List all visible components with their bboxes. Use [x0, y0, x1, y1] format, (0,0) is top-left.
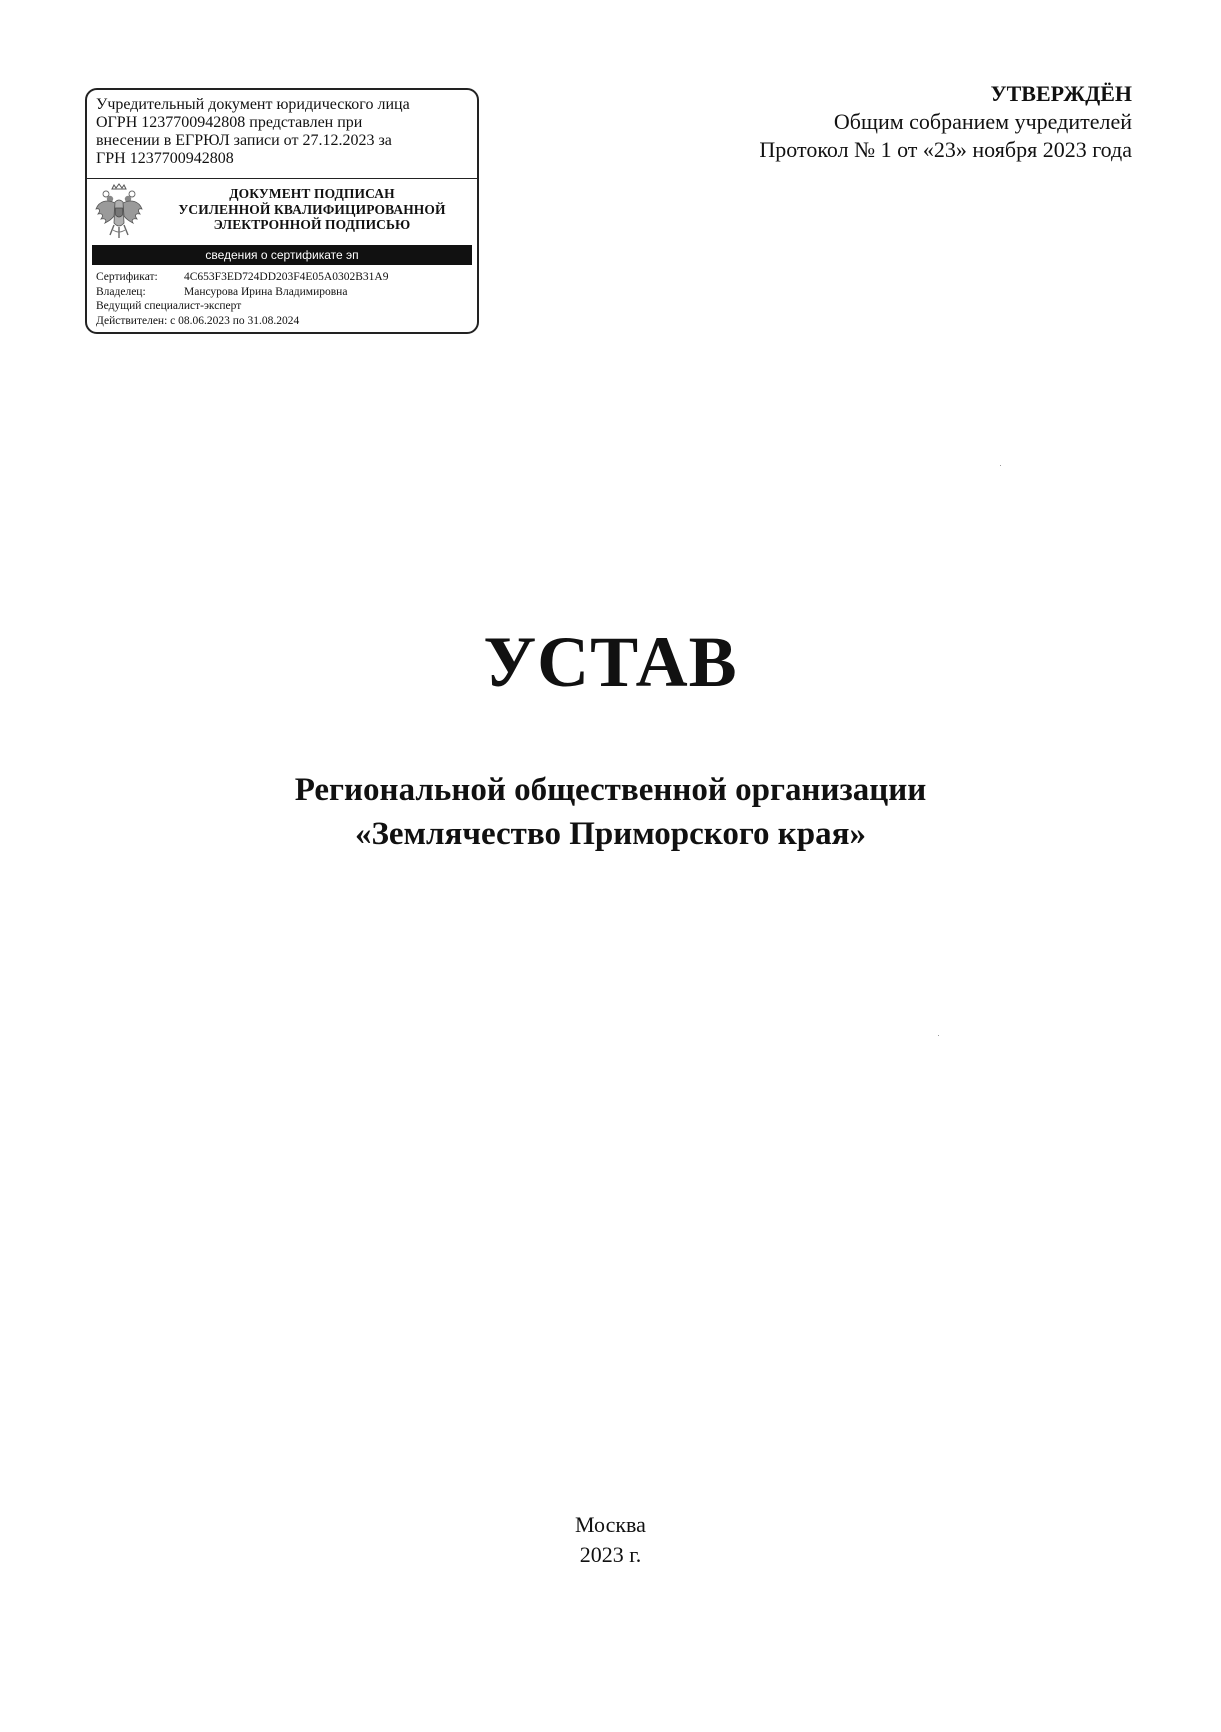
subtitle-line: «Землячество Приморского края»: [354, 816, 867, 852]
validity-label: Действителен:: [96, 314, 168, 327]
document-title: УСТАВ: [483, 622, 738, 702]
approval-body: Общим собранием учредителей: [833, 109, 1132, 134]
footer-city: Москва: [575, 1512, 646, 1537]
certificate-bar: сведения о сертификате эп: [92, 245, 472, 265]
registration-line: Учредительный документ юридического лица: [96, 96, 410, 113]
approval-protocol: Протокол № 1 от «23» ноября 2023 года: [759, 137, 1132, 162]
coat-of-arms-icon: [93, 183, 145, 241]
signature-heading-line: ДОКУМЕНТ ПОДПИСАН: [229, 186, 395, 201]
owner-value: Мансурова Ирина Владимировна: [184, 285, 348, 298]
approval-block: [572, 80, 1132, 164]
validity-value: с 08.06.2023 по 31.08.2024: [170, 314, 300, 327]
footer-year: 2023 г.: [579, 1542, 642, 1567]
registration-line: внесении в ЕГРЮЛ записи от 27.12.2023 за: [96, 132, 392, 149]
owner-label: Владелец:: [96, 285, 146, 298]
signature-heading: [149, 186, 475, 233]
stamp-divider: [87, 178, 477, 179]
owner-position: Ведущий специалист-эксперт: [96, 300, 242, 312]
signature-heading-line: ЭЛЕКТРОННОЙ ПОДПИСЬЮ: [213, 217, 411, 232]
owner-row: [96, 285, 476, 300]
scan-speck: [1000, 465, 1001, 466]
scan-speck: [938, 1035, 939, 1036]
approved-label: УТВЕРЖДЁН: [990, 81, 1132, 106]
registration-stamp: [85, 88, 479, 334]
certificate-row: [96, 270, 476, 285]
registration-line: ОГРН 1237700942808 представлен при: [96, 114, 363, 131]
certificate-value: 4C653F3ED724DD203F4E05A0302B31A9: [184, 271, 389, 283]
certificate-label: Сертификат:: [96, 271, 158, 283]
registration-line: ГРН 1237700942808: [96, 150, 234, 167]
document-subtitle: [0, 768, 1221, 856]
document-footer: [0, 1510, 1221, 1570]
signature-heading-line: УСИЛЕННОЙ КВАЛИФИЦИРОВАННОЙ: [178, 201, 446, 217]
validity-row: [96, 314, 476, 329]
subtitle-line: Региональной общественной организации: [294, 772, 927, 808]
certificate-info: [96, 270, 476, 328]
registration-text: [96, 96, 474, 168]
